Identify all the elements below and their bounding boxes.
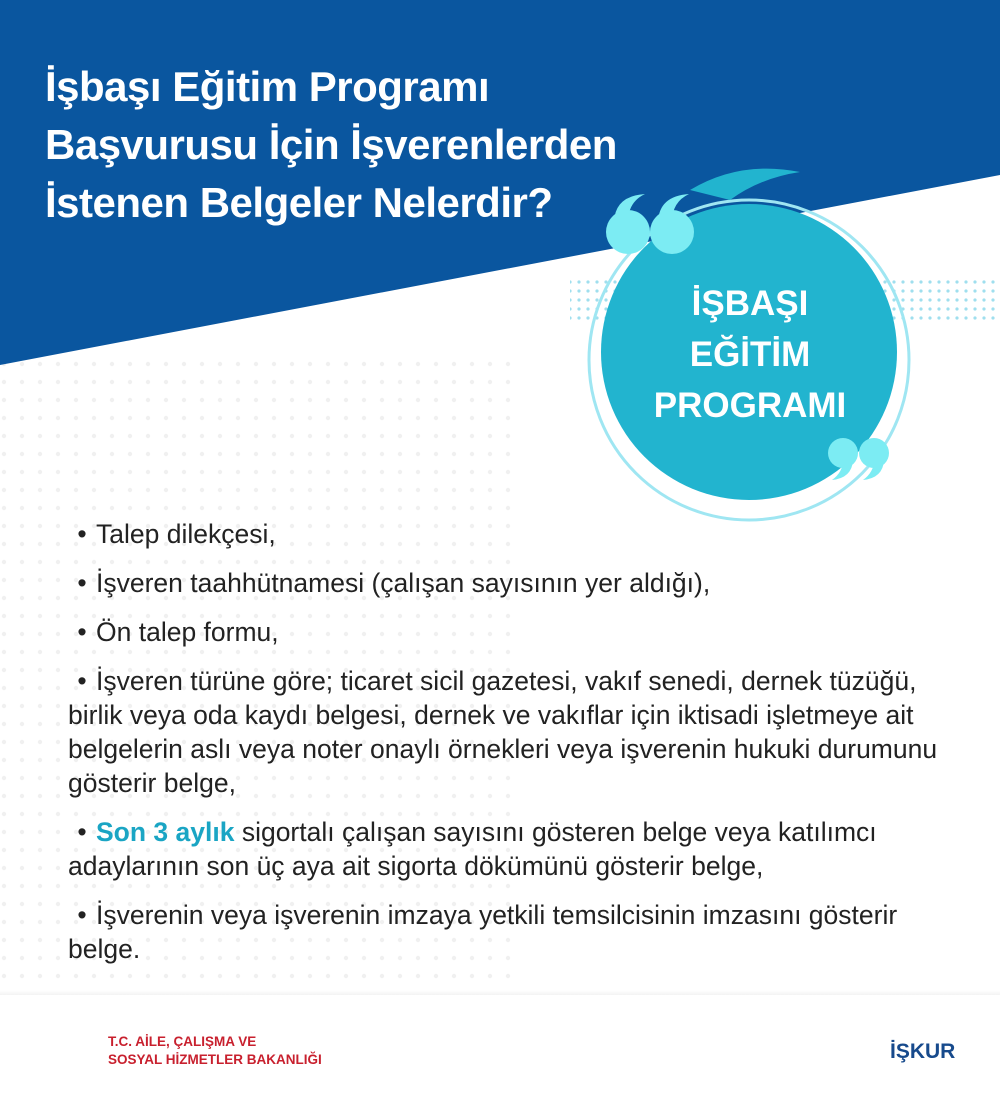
list-item-text: İşveren taahhütnamesi (çalışan sayısının yer aldığı), [96, 568, 711, 598]
bullet: • [77, 519, 87, 549]
highlight-text: Son 3 aylık [96, 817, 235, 847]
bullet: • [77, 817, 87, 847]
badge-line: PROGRAMI [653, 386, 847, 425]
title-line: İstenen Belgeler Nelerdir? [45, 179, 553, 226]
iskur-label: İŞKUR [890, 1040, 956, 1063]
list-item-text: Ön talep formu, [96, 617, 279, 647]
title-line: Başvurusu İçin İşverenlerden [45, 121, 617, 168]
title-line: İşbaşı Eğitim Programı [45, 63, 490, 110]
program-badge [610, 278, 890, 431]
page-title [45, 58, 665, 232]
list-item [68, 566, 938, 600]
ministry-line: SOSYAL HİZMETLER BAKANLIĞI [108, 1052, 322, 1067]
bullet: • [77, 666, 87, 696]
list-item-text: İşveren türüne göre; ticaret sicil gazetesi, vakıf senedi, dernek tüzüğü, birlik veya oda kaydı belgesi, dernek ve vakıflar için iktisadi işletmeye ait belgelerin aslı veya noter onaylı örnekleri veya işverenin hukuki durumunu gösterir belge, [68, 666, 938, 798]
list-item-text: İşverenin veya işverenin imzaya yetkili temsilcisinin imzasını gösterir belge. [68, 900, 898, 964]
bullet: • [77, 900, 87, 930]
ministry-name [108, 1033, 322, 1069]
list-item-text: Talep dilekçesi, [96, 519, 276, 549]
bullet: • [77, 617, 87, 647]
list-item [68, 664, 938, 800]
list-item [68, 615, 938, 649]
badge-line: EĞİTİM [689, 335, 811, 374]
list-item [68, 898, 938, 966]
list-item [68, 517, 938, 551]
list-item [68, 815, 938, 883]
list-item-text: sigortalı çalışan sayısını gösteren belge veya katılımcı adaylarının son üç aya ait sigorta dökümünü gösterir belge, [68, 817, 877, 881]
bullet: • [77, 568, 87, 598]
ministry-line: T.C. AİLE, ÇALIŞMA VE [108, 1034, 257, 1049]
documents-list [68, 517, 938, 981]
badge-line: İŞBAŞI [691, 284, 809, 323]
